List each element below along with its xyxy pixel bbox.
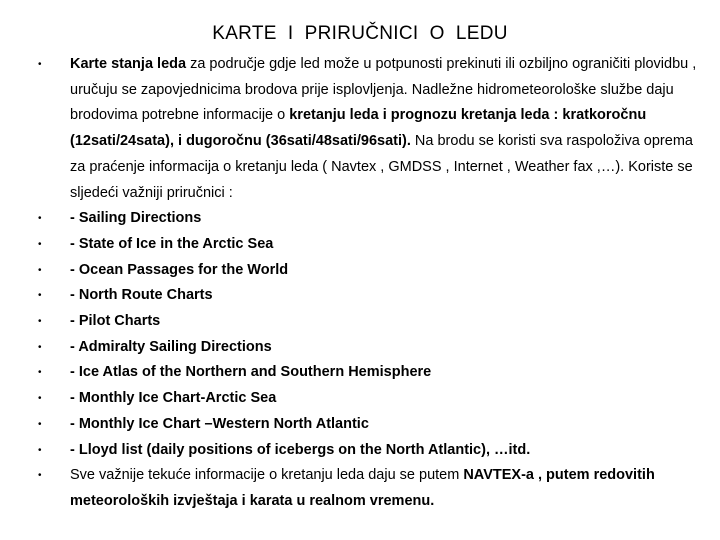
manual-item-text: - North Route Charts <box>70 287 213 304</box>
manual-item-text: - Monthly Ice Chart –Western North Atlantic <box>70 415 369 432</box>
manual-item-text: - Pilot Charts <box>70 313 161 330</box>
bullet-manual-10 <box>0 438 720 464</box>
bullet-manual-9 <box>0 412 720 438</box>
bullet-intro <box>0 52 720 206</box>
bullet-dot: • <box>38 444 42 456</box>
bullet-dot: • <box>38 290 42 302</box>
bullet-manual-2 <box>0 232 720 258</box>
manual-item-text: - State of Ice in the Arctic Sea <box>70 235 274 252</box>
manual-item-text: - Monthly Ice Chart-Arctic Sea <box>70 390 277 407</box>
intro-text-bold-1: Karte stanja leda <box>70 56 187 72</box>
bullet-dot: • <box>38 341 42 353</box>
closing-text-bold: NAVTEX-a , putem redovitih meteoroloških izvještaja i karata u realnom vremenu. <box>70 467 655 509</box>
bullet-dot: • <box>38 238 42 250</box>
bullet-manual-1 <box>0 206 720 232</box>
bullet-dot: • <box>38 367 42 379</box>
bullet-dot: • <box>38 264 42 276</box>
bullet-closing <box>0 463 720 514</box>
bullet-dot: • <box>38 470 42 482</box>
manual-item-text: - Lloyd list (daily positions of icebergs on the North Atlantic), …itd. <box>70 441 531 458</box>
closing-text: Sve važnije tekuće informacije o kretanju leda daju se putem <box>70 467 464 484</box>
bullet-manual-5 <box>0 309 720 335</box>
intro-text-2: Na brodu se koristi sva raspoloživa oprema za praćenje informacija o kretanju leda ( Navtex , GMDSS , Internet , Weather fax ,…). Koriste se sljedeći važniji priručnici : <box>70 133 693 201</box>
bullet-dot: • <box>38 59 42 70</box>
bullet-dot: • <box>38 418 42 430</box>
slide-title: KARTE I PRIRUČNICI O LEDU <box>212 23 508 44</box>
bullet-manual-3 <box>0 258 720 284</box>
manual-item-text: - Sailing Directions <box>70 210 202 227</box>
bullet-manual-4 <box>0 283 720 309</box>
bullet-manual-8 <box>0 386 720 412</box>
manual-item-text: - Ocean Passages for the World <box>70 261 289 278</box>
bullet-list <box>0 52 720 515</box>
bullet-manual-6 <box>0 335 720 361</box>
manual-item-text: - Ice Atlas of the Northern and Southern Hemisphere <box>70 364 432 381</box>
intro-text-bold-2: kretanju leda i prognozu kretanja leda : kratkoročnu (12sati/24sata), i dugoročnu (36sati/48sati/96sati). <box>70 107 647 150</box>
intro-text-1: za područje gdje led može u potpunosti prekinuti ili ozbiljno ograničiti plovidbu , uručuju se zapovjednicima brodova prije isplovljenja. Nadležne hidrometeorološke službe daju brodovima potrebne informacije o <box>70 56 697 124</box>
bullet-dot: • <box>38 393 42 405</box>
bullet-dot: • <box>38 316 42 328</box>
bullet-dot: • <box>38 213 42 225</box>
manual-item-text: - Admiralty Sailing Directions <box>70 338 272 355</box>
bullet-manual-7 <box>0 360 720 386</box>
